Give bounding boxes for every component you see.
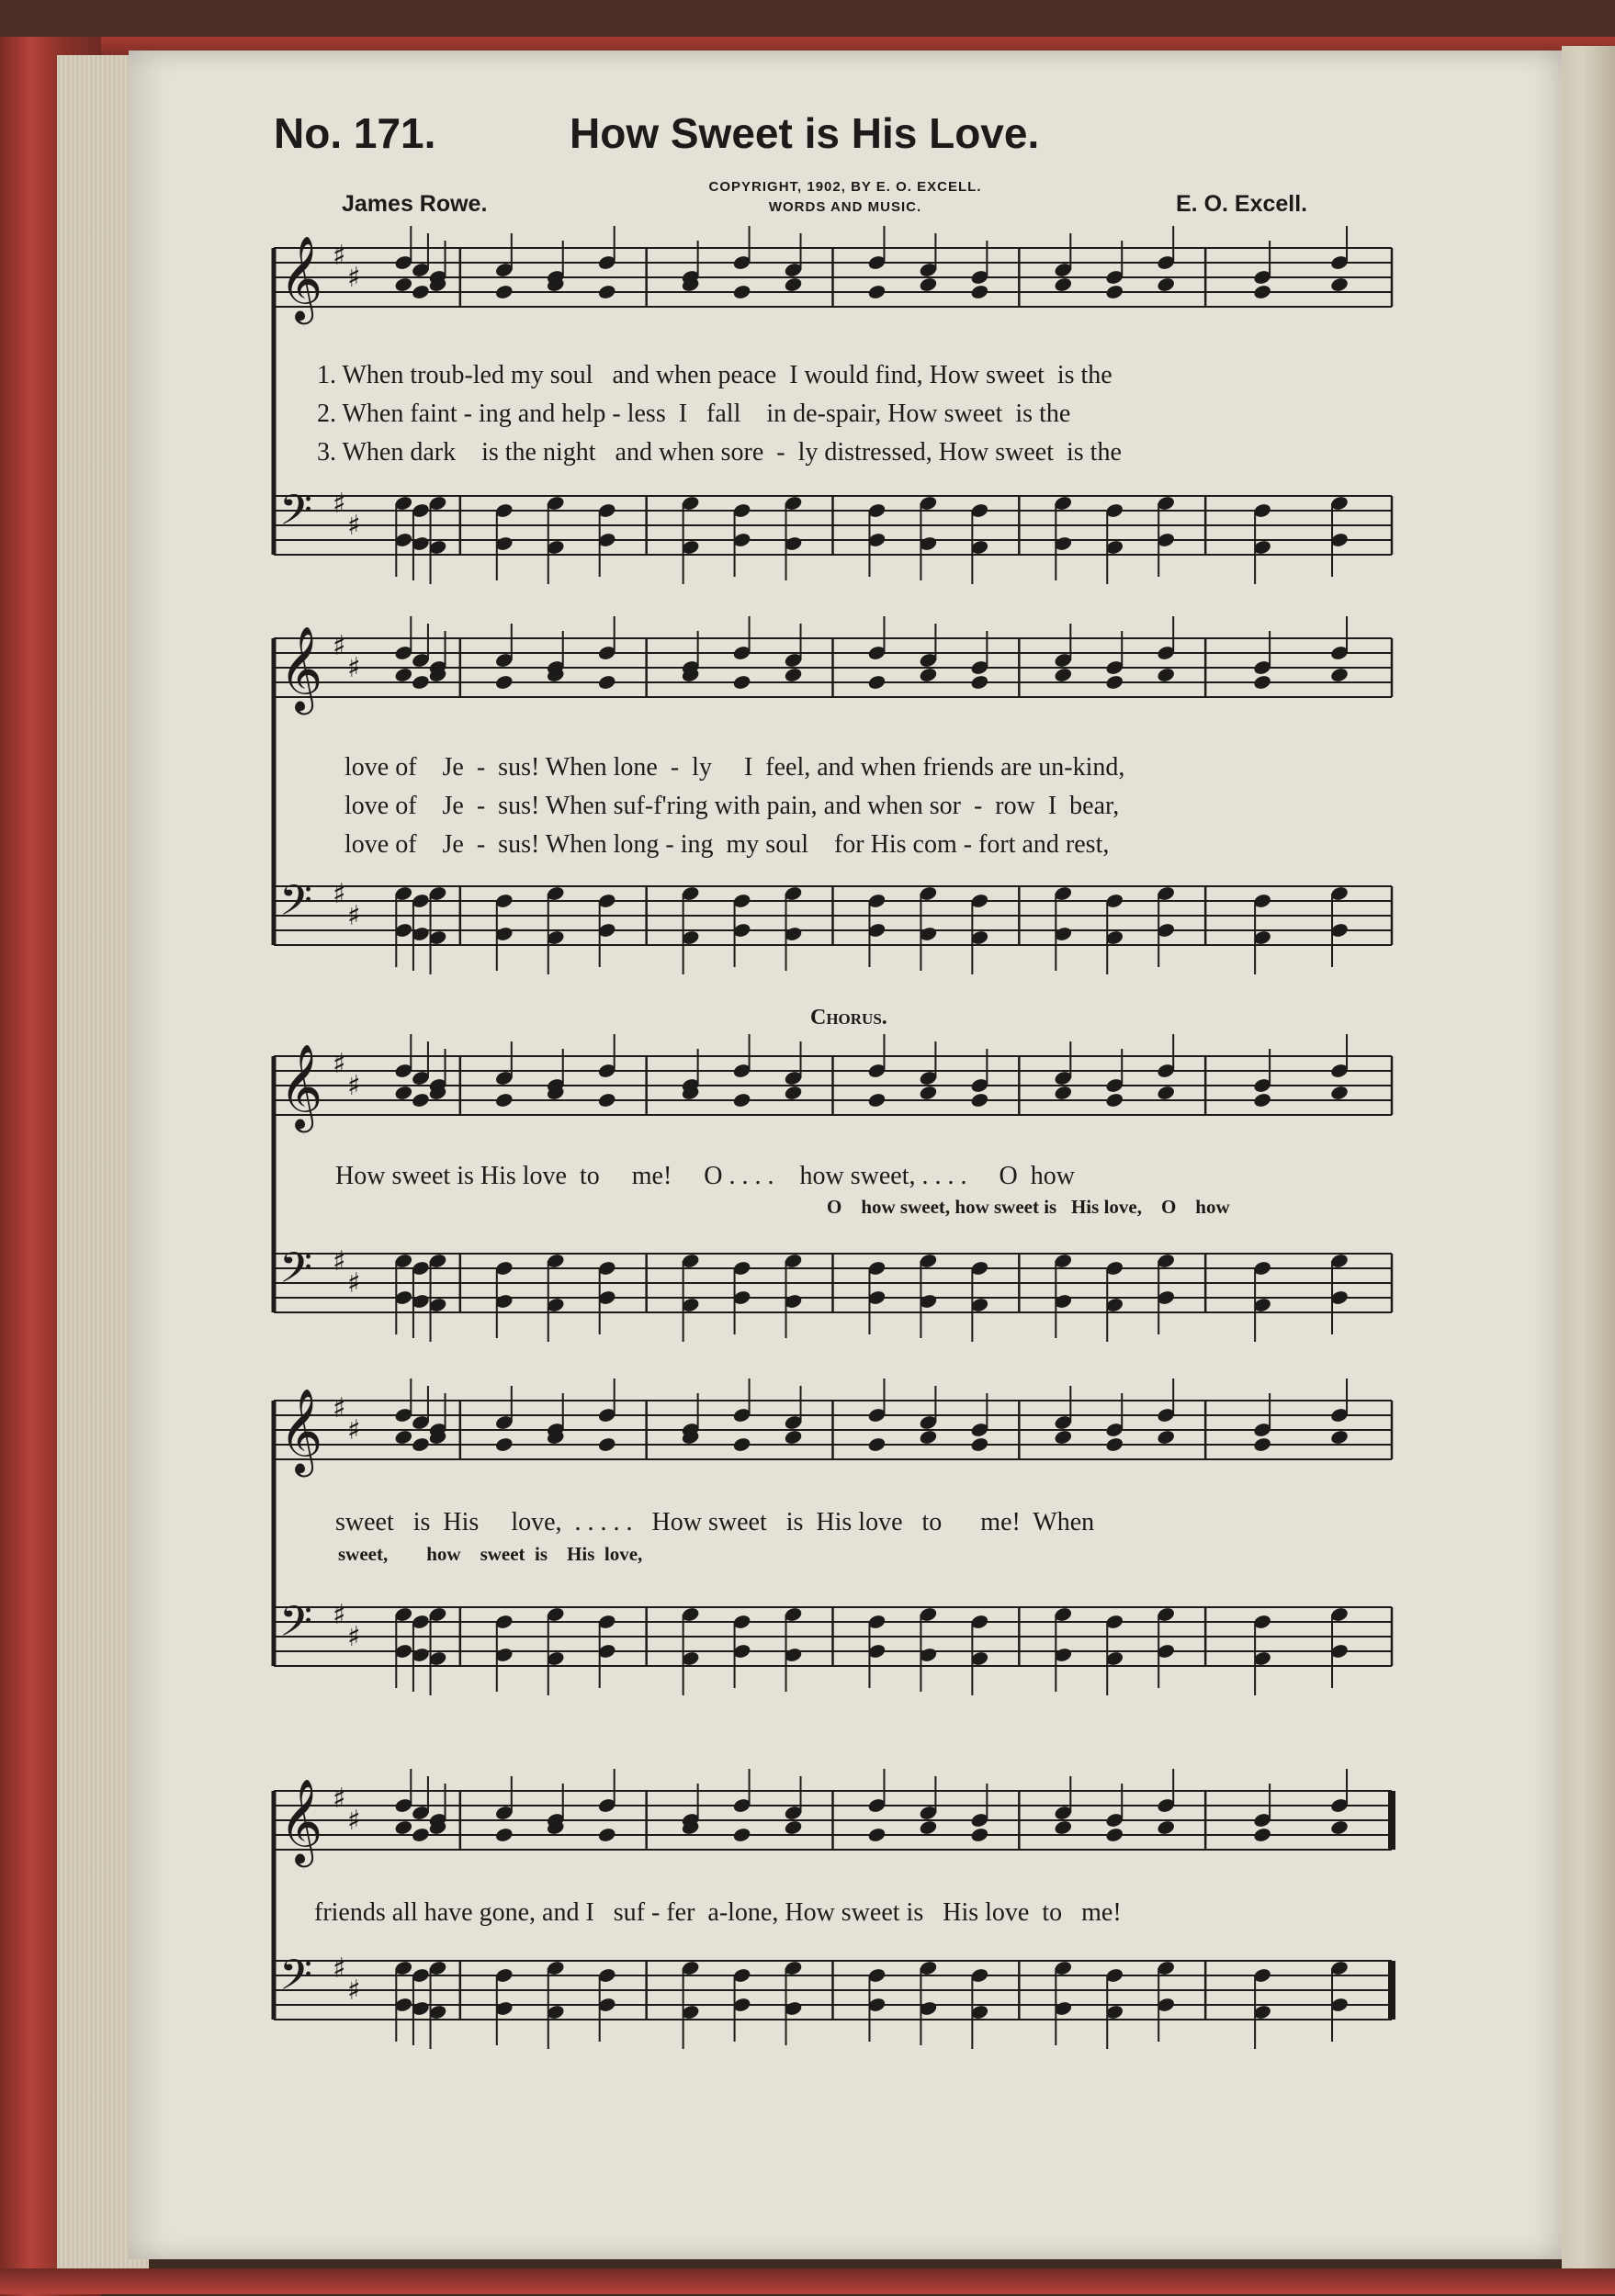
chorus-label: Chorus. (810, 1006, 887, 1030)
svg-text:♯: ♯ (347, 1267, 361, 1300)
svg-text:♯: ♯ (347, 510, 361, 542)
composer: E. O. Excell. (1176, 191, 1308, 217)
staff-lines (266, 1777, 1396, 2080)
hymn-title: How Sweet is His Love. (570, 109, 1040, 157)
svg-text:♯: ♯ (333, 1599, 346, 1631)
svg-text:♯: ♯ (333, 240, 346, 272)
svg-text:♯: ♯ (347, 1414, 361, 1446)
svg-text:♯: ♯ (347, 900, 361, 932)
svg-text:𝄢: 𝄢 (279, 486, 313, 546)
svg-text:𝄞: 𝄞 (279, 625, 323, 711)
chorus-alto-lyric-2: sweet, how sweet is His love, (338, 1543, 643, 1565)
facing-page-edge (1562, 46, 1615, 2268)
svg-text:♯: ♯ (347, 1805, 361, 1837)
music-system-5 (266, 1777, 1396, 2080)
svg-text:♯: ♯ (347, 1070, 361, 1102)
book-cover-bottom (0, 2268, 1615, 2294)
verse-2-line-2: love of Je - sus! When suf-f'ring with pain, and when sor - row I bear, (344, 792, 1120, 820)
copyright-notice (661, 177, 1029, 218)
lyricist: James Rowe. (342, 191, 488, 217)
svg-text:𝄢: 𝄢 (279, 876, 313, 936)
svg-text:♯: ♯ (333, 878, 346, 910)
svg-text:♯: ♯ (333, 488, 346, 520)
svg-text:𝄞: 𝄞 (279, 235, 323, 321)
svg-text:𝄢: 𝄢 (279, 1244, 313, 1303)
svg-text:♯: ♯ (347, 1975, 361, 2007)
svg-text:♯: ♯ (333, 1245, 346, 1277)
svg-text:♯: ♯ (333, 1392, 346, 1424)
svg-text:𝄞: 𝄞 (279, 1043, 323, 1129)
svg-text:♯: ♯ (347, 1621, 361, 1653)
music-system-4 (266, 1387, 1396, 1690)
svg-text:♯: ♯ (333, 630, 346, 662)
svg-text:𝄢: 𝄢 (279, 1951, 313, 2010)
staff-lines (266, 1042, 1396, 1345)
hymn-number: No. 171. (274, 109, 436, 157)
svg-text:♯: ♯ (347, 652, 361, 684)
copyright-line: COPYRIGHT, 1902, BY E. O. EXCELL. (708, 179, 982, 195)
svg-text:𝄞: 𝄞 (279, 1388, 323, 1473)
chorus-lyric-1: How sweet is His love to me! O . . . . how sweet, . . . . O how (335, 1162, 1075, 1190)
verse-3-line-2: love of Je - sus! When long - ing my soul for His com - fort and rest, (344, 830, 1110, 859)
staff-lines (266, 1387, 1396, 1690)
svg-text:♯: ♯ (333, 1953, 346, 1985)
chorus-lyric-2: sweet is His love, . . . . . How sweet is His love to me! When (335, 1508, 1095, 1536)
words-and-music-line: WORDS AND MUSIC. (768, 199, 922, 215)
verse-1-line-1: 1. When troub-led my soul and when peace I would find, How sweet is the (317, 361, 1112, 389)
verse-3-line-1: 3. When dark is the night and when sore - ly distressed, How sweet is the (317, 438, 1122, 467)
svg-text:♯: ♯ (333, 1783, 346, 1815)
chorus-alto-lyric-1: O how sweet, how sweet is His love, O how (827, 1196, 1230, 1218)
svg-text:♯: ♯ (333, 1048, 346, 1080)
chorus-lyric-3: friends all have gone, and I suf - fer a-lone, How sweet is His love to me! (314, 1898, 1122, 1927)
svg-text:𝄞: 𝄞 (279, 1778, 323, 1863)
verse-2-line-1: 2. When faint - ing and help - less I fall in de-spair, How sweet is the (317, 400, 1071, 428)
verse-1-line-2: love of Je - sus! When lone - ly I feel, and when friends are un-kind, (344, 753, 1125, 782)
svg-text:𝄢: 𝄢 (279, 1597, 313, 1657)
svg-text:♯: ♯ (347, 262, 361, 294)
music-system-3 (266, 1042, 1396, 1345)
